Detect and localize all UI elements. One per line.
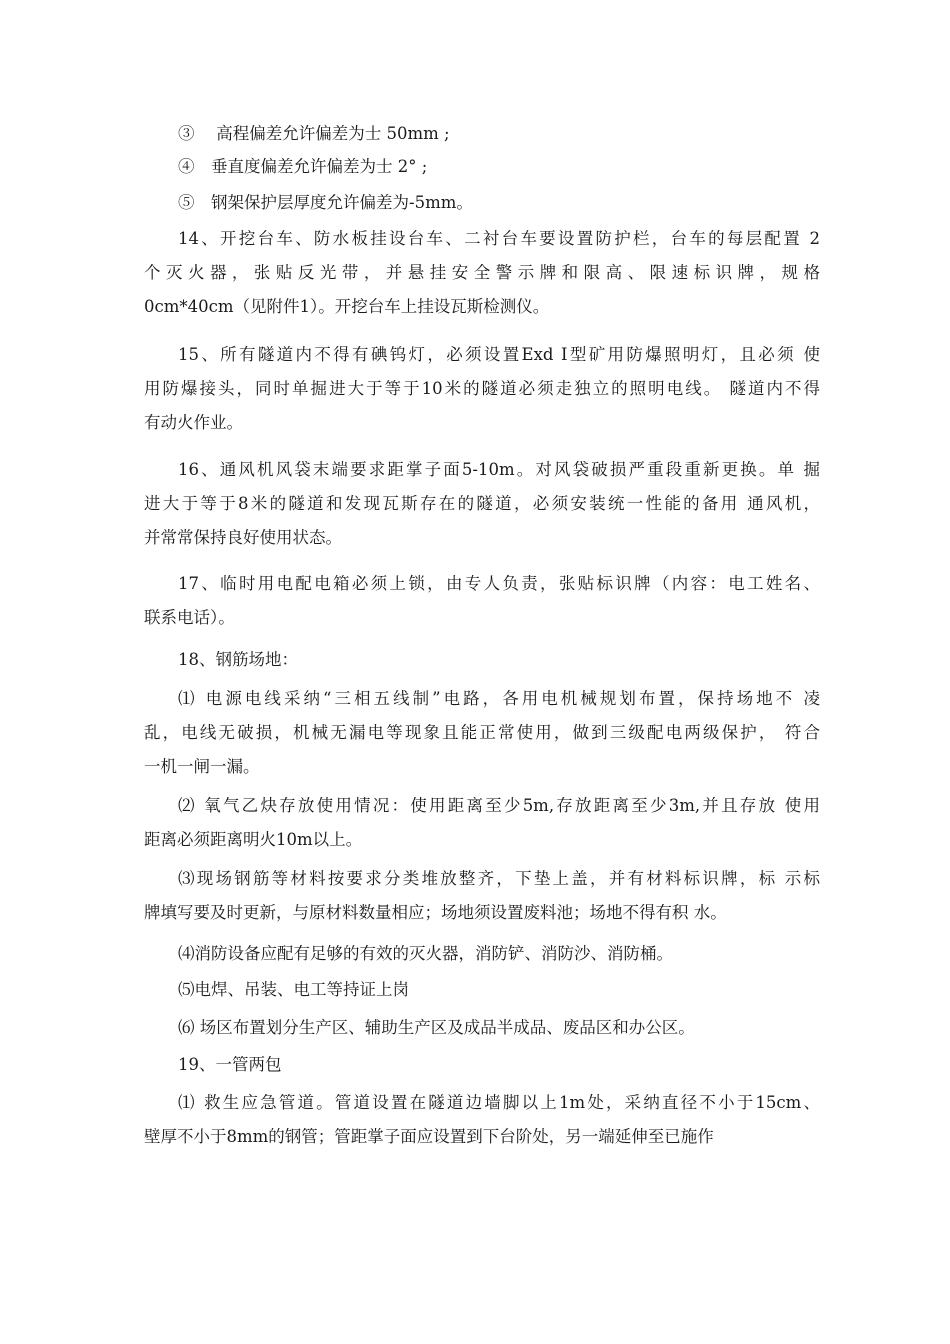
text-line: 15、所有隧道内不得有碘钨灯，必须设置Exd I型矿用防爆照明灯，且必须 使	[178, 345, 820, 364]
list-item-5	[144, 186, 820, 220]
text-line: ⑹ 场区布置划分生产区、辅助生产区及成品半成品、废品区和办公区。	[178, 1018, 695, 1037]
text-line: 用防爆接头，同时单掘进大于等于10米的隧道必须走独立的照明电线。 隧道内不得	[144, 379, 820, 398]
text-line: ⑴ 电源电线采纳“三相五线制”电路，各用电机械规划布置，保持场地不 凌	[178, 689, 820, 708]
text-line: ⑴ 救生应急管道。管道设置在隧道边墙脚以上1m处，采纳直径不小于15cm、	[178, 1093, 820, 1112]
paragraph-15	[144, 338, 820, 440]
sub-item-18-2	[144, 789, 820, 857]
text-line: 19、一管两包	[178, 1055, 282, 1074]
text-line: 壁厚不小于8mm的钢管；管距掌子面应设置到下台阶处，另一端延伸至已施作	[144, 1127, 714, 1146]
text-line: ⑤ 钢架保护层厚度允许偏差为-5mm。	[178, 193, 473, 212]
text-line: 牌填写要及时更新，与原材料数量相应；场地须设置废料池；场地不得有积 水。	[144, 903, 727, 922]
text-line: 一机一闸一漏。	[144, 757, 260, 776]
sub-item-19-1	[144, 1086, 820, 1154]
text-line: ④ 垂直度偏差允许偏差为士 2° ;	[178, 157, 428, 176]
text-line: 进大于等于8米的隧道和发现瓦斯存在的隧道，必须安装统一性能的备用 通风机，	[144, 494, 820, 513]
text-line: 0cm*40cm（见附件1）。开挖台车上挂设瓦斯检测仪。	[144, 297, 550, 316]
sub-item-18-6	[144, 1011, 820, 1045]
text-line: 18、钢筋场地：	[178, 650, 298, 669]
text-line: ⑸电焊、吊装、电工等持证上岗	[178, 980, 409, 999]
text-line: 乱，电线无破损，机械无漏电等现象且能正常使用，做到三级配电两级保护， 符合	[144, 723, 820, 742]
list-item-3	[144, 117, 820, 151]
text-line: 距离必须距离明火10m以上。	[144, 830, 363, 849]
paragraph-18-heading	[144, 643, 820, 677]
list-item-4	[144, 150, 820, 184]
sub-item-18-5	[144, 973, 820, 1007]
sub-item-18-1	[144, 682, 820, 784]
sub-item-18-3	[144, 862, 820, 930]
text-line: 个灭火器，张贴反光带，并悬挂安全警示牌和限高、限速标识牌，规格	[144, 263, 820, 282]
paragraph-19-heading	[144, 1048, 820, 1082]
text-line: 17、临时用电配电箱必须上锁，由专人负责，张贴标识牌（内容：电工姓名、	[178, 574, 820, 593]
text-line: 并常常保持良好使用状态。	[144, 528, 342, 547]
paragraph-17	[144, 567, 820, 635]
text-line: ⑶现场钢筋等材料按要求分类堆放整齐，下垫上盖，并有材料标识牌，标 示标	[178, 869, 820, 888]
text-line: 有动火作业。	[144, 413, 243, 432]
text-line: ③ 高程偏差允许偏差为士 50mm ;	[178, 124, 450, 143]
paragraph-16	[144, 453, 820, 555]
sub-item-18-4	[144, 937, 820, 971]
text-line: ⑷消防设备应配有足够的有效的灭火器，消防铲、消防沙、消防桶。	[178, 944, 673, 963]
text-line: 联系电话）。	[144, 608, 235, 627]
paragraph-14	[144, 222, 820, 324]
text-line: 14、开挖台车、防水板挂设台车、二衬台车要设置防护栏，台车的每层配置 2	[178, 229, 820, 248]
text-line: ⑵ 氧气乙炔存放使用情况：使用距离至少5m,存放距离至少3m,并且存放 使用	[178, 796, 820, 815]
text-line: 16、通风机风袋末端要求距掌子面5-10m。对风袋破损严重段重新更换。单 掘	[178, 460, 820, 479]
